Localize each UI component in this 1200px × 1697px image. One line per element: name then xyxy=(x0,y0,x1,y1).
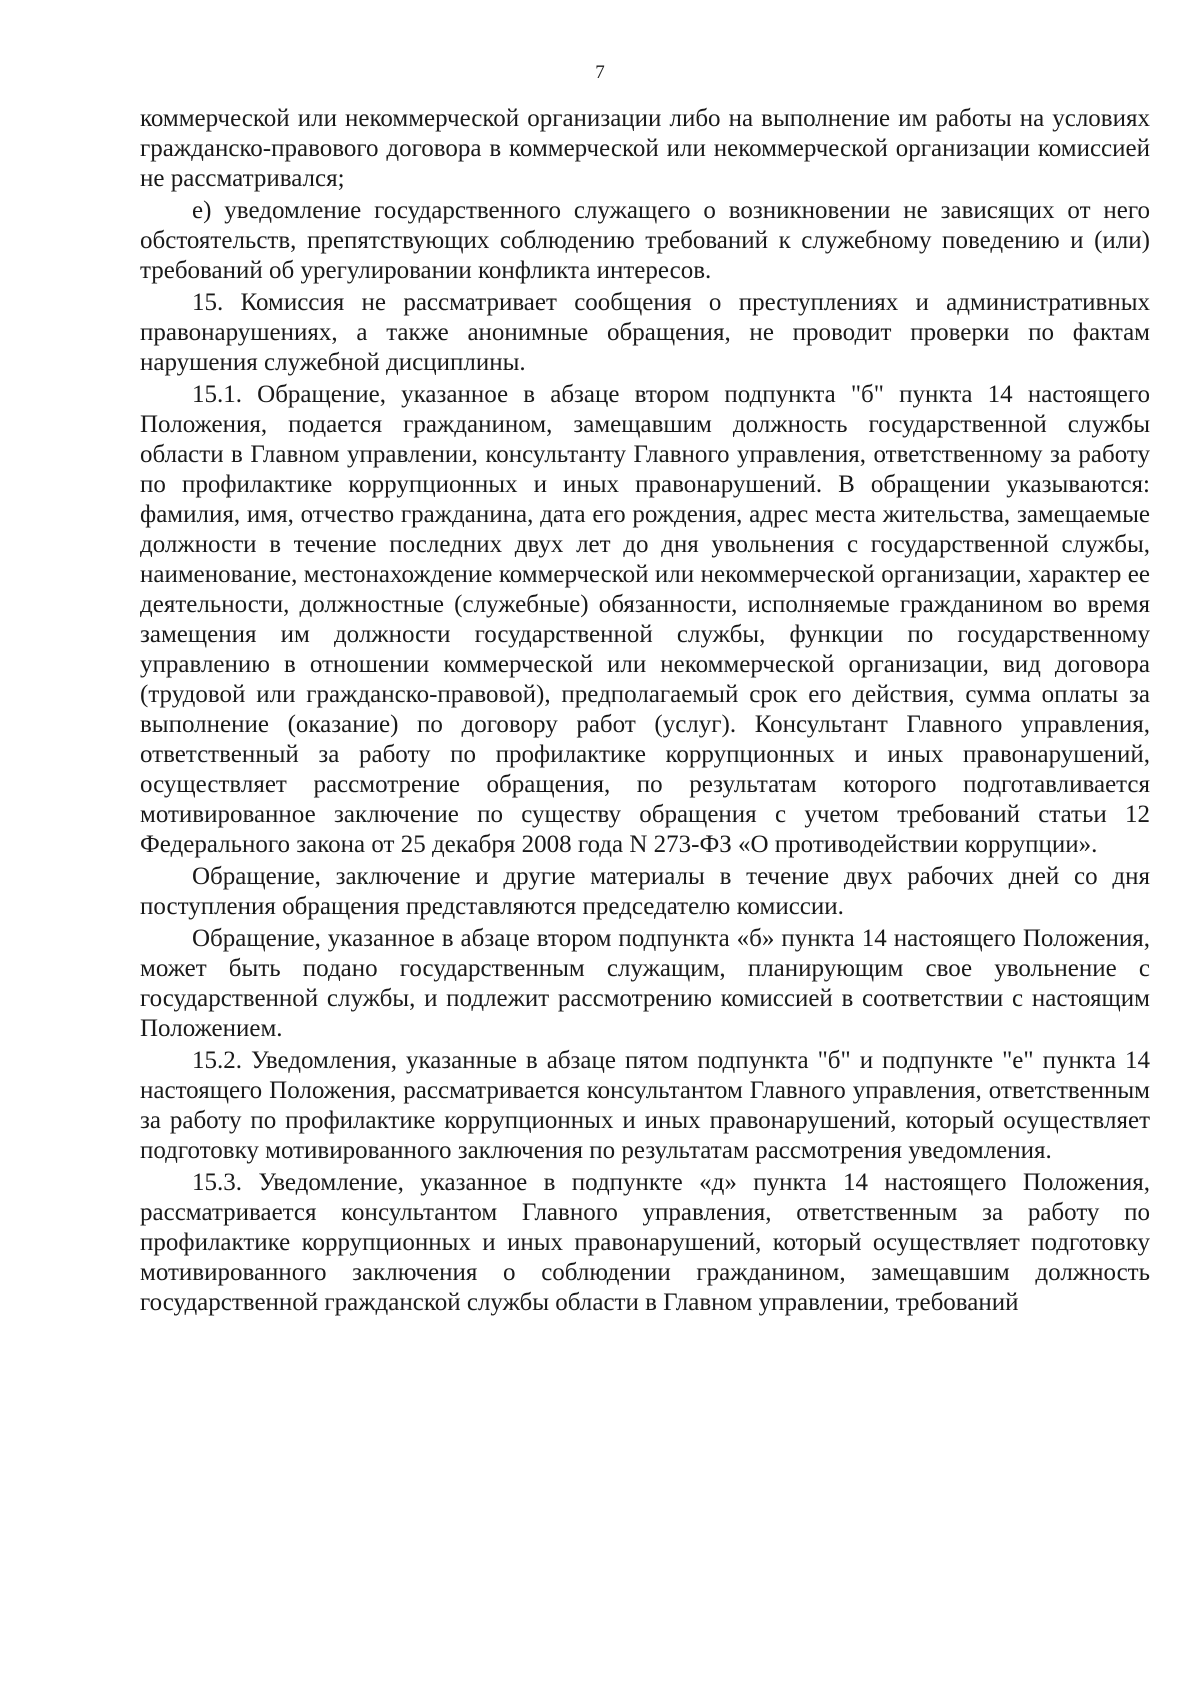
document-body xyxy=(140,104,1150,1320)
paragraph-item-e: е) уведомление государственного служащего о возникновении не зависящих от него обстоятельств, препятствующих соблюдению требований к служебному поведению и (или) требований об урегулировании конфликта интересов. xyxy=(140,197,1150,284)
paragraph-continuation: коммерческой или некоммерческой организации либо на выполнение им работы на условиях гражданско-правового договора в коммерческой или некоммерческой организации комиссией не рассматривался; xyxy=(140,105,1150,192)
paragraph-15: 15. Комиссия не рассматривает сообщения о преступлениях и административных правонарушениях, а также анонимные обращения, не проводит проверки по фактам нарушения служебной дисциплины. xyxy=(140,289,1150,376)
paragraph-15-2: 15.2. Уведомления, указанные в абзаце пятом подпункта "б" и подпункте "е" пункта 14 настоящего Положения, рассматривается консультантом Главного управления, ответственным за работу по профилактике коррупционных и иных правонарушений, который осуществляет подготовку мотивированного заключения по результатам рассмотрения уведомления. xyxy=(140,1047,1150,1164)
page-number: 7 xyxy=(595,62,605,83)
paragraph-15-1: 15.1. Обращение, указанное в абзаце втором подпункта "б" пункта 14 настоящего Положения, подается гражданином, замещавшим должность государственной службы области в Главном управлении, консультанту Главного управления, ответственному за работу по профилактике коррупционных и иных правонарушений. В обращении указываются: фамилия, имя, отчество гражданина, дата его рождения, адрес места жительства, замещаемые должности в течение последних двух лет до дня увольнения с государственной службы, наименование, местонахождение коммерческой или некоммерческой организации, характер ее деятельности, должностные (служебные) обязанности, исполняемые гражданином во время замещения им должности государственной службы, функции по государственному управлению в отношении коммерческой или некоммерческой организации, вид договора (трудовой или гражданско-правовой), предполагаемый срок его действия, сумма оплаты за выполнение (оказание) по договору работ (услуг). Консультант Главного управления, ответственный за работу по профилактике коррупционных и иных правонарушений, осуществляет рассмотрение обращения, по результатам которого подготавливается мотивированное заключение по существу обращения с учетом требований статьи 12 Федерального закона от 25 декабря 2008 года N 273-ФЗ «О противодействии коррупции». xyxy=(140,381,1150,858)
paragraph-appeal-materials: Обращение, заключение и другие материалы в течение двух рабочих дней со дня поступления обращения представляются председателю комиссии. xyxy=(140,863,1150,920)
paragraph-appeal-servant: Обращение, указанное в абзаце втором подпункта «б» пункта 14 настоящего Положения, может быть подано государственным служащим, планирующим свое увольнение с государственной службы, и подлежит рассмотрению комиссией в соответствии с настоящим Положением. xyxy=(140,925,1150,1042)
paragraph-15-3: 15.3. Уведомление, указанное в подпункте «д» пункта 14 настоящего Положения, рассматривается консультантом Главного управления, ответственным за работу по профилактике коррупционных и иных правонарушений, который осуществляет подготовку мотивированного заключения о соблюдении гражданином, замещавшим должность государственной гражданской службы области в Главном управлении, требований xyxy=(140,1169,1150,1316)
